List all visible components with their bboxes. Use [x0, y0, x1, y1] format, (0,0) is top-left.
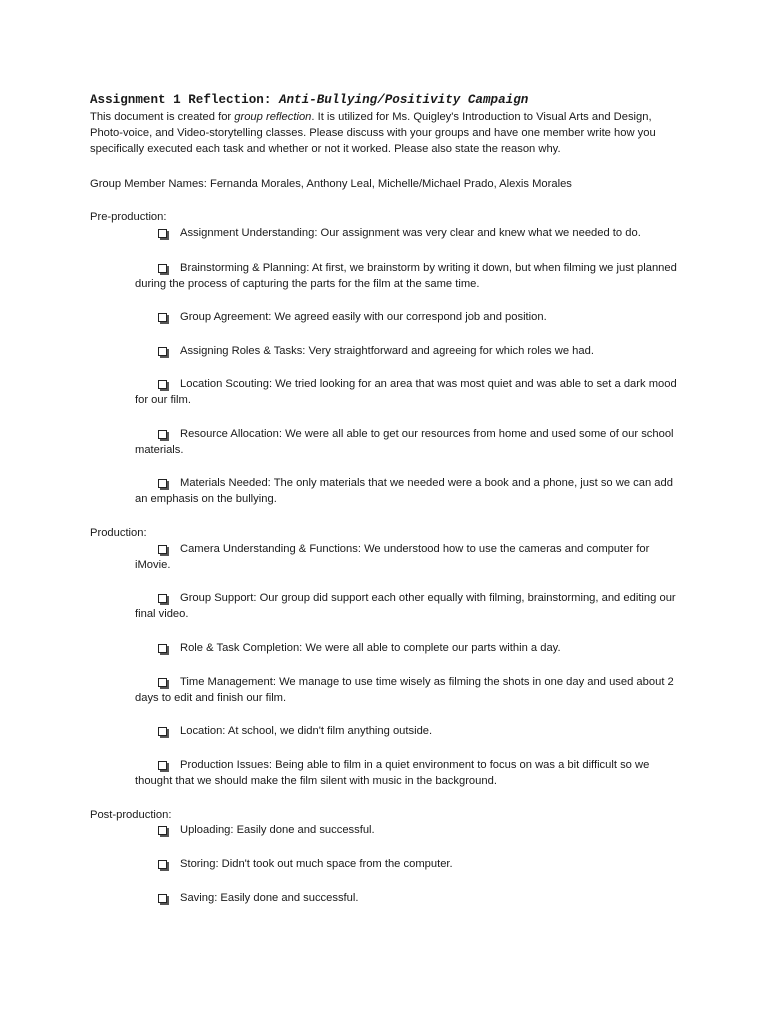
title-prefix: Assignment 1 Reflection:	[90, 93, 279, 107]
item-group-agreement: Group Agreement: We agreed easily with our correspond job and position.	[180, 311, 547, 323]
item-assigning-roles: Assigning Roles & Tasks: Very straightforward and agreeing for which roles we had.	[180, 345, 594, 357]
item-group-support: Group Support: Our group did support each other equally with filming, brainstorming, and editing our final video.	[135, 592, 676, 620]
intro-emphasis: group reflection	[234, 111, 312, 123]
item-assignment-understanding: Assignment Understanding: Our assignment was very clear and knew what we needed to do.	[180, 227, 641, 239]
item-storing: Storing: Didn't took out much space from the computer.	[180, 858, 453, 870]
item-location: Location: At school, we didn't film anything outside.	[180, 725, 433, 737]
item-materials-needed: Materials Needed: The only materials that we needed were a book and a phone, just so we can add an emphasis on the bullying.	[135, 477, 673, 505]
item-resource-allocation: Resource Allocation: We were all able to get our resources from home and used some of our school materials.	[135, 428, 674, 456]
intro-part2: . It is utilized for Ms. Quigley's Introduction to Visual Arts and Design, Photo-voice, and Video-storytelling classes. Please discuss with your groups and have one member write how you specifically executed each task and whether or not it worked. Please also state the reason why.	[90, 111, 656, 155]
item-uploading: Uploading: Easily done and successful.	[180, 824, 375, 836]
document-title	[90, 92, 528, 108]
pre-production-label: Pre-production:	[90, 211, 167, 223]
title-campaign-name: Anti-Bullying/Positivity Campaign	[278, 93, 529, 107]
intro-paragraph	[90, 109, 680, 157]
item-production-issues: Production Issues: Being able to film in a quiet environment to focus on was a bit difficult so we thought that we should make the film silent with music in the background.	[135, 759, 650, 787]
production-label: Production:	[90, 527, 147, 539]
group-member-names: Group Member Names: Fernanda Morales, Anthony Leal, Michelle/Michael Prado, Alexis Morales	[90, 178, 572, 190]
item-role-task-completion: Role & Task Completion: We were all able to complete our parts within a day.	[180, 642, 561, 654]
item-brainstorming-planning: Brainstorming & Planning: At first, we brainstorm by writing it down, but when filming we just planned during the process of capturing the parts for the film at the same time.	[135, 262, 677, 290]
item-location-scouting: Location Scouting: We tried looking for an area that was most quiet and was able to set a dark mood for our film.	[135, 378, 677, 406]
post-production-label: Post-production:	[90, 809, 172, 821]
intro-part1: This document is created for	[90, 111, 235, 123]
item-time-management: Time Management: We manage to use time wisely as filming the shots in one day and used about 2 days to edit and finish our film.	[135, 676, 674, 704]
item-saving: Saving: Easily done and successful.	[180, 892, 359, 904]
item-camera-understanding: Camera Understanding & Functions: We understood how to use the cameras and computer for iMovie.	[135, 543, 650, 571]
